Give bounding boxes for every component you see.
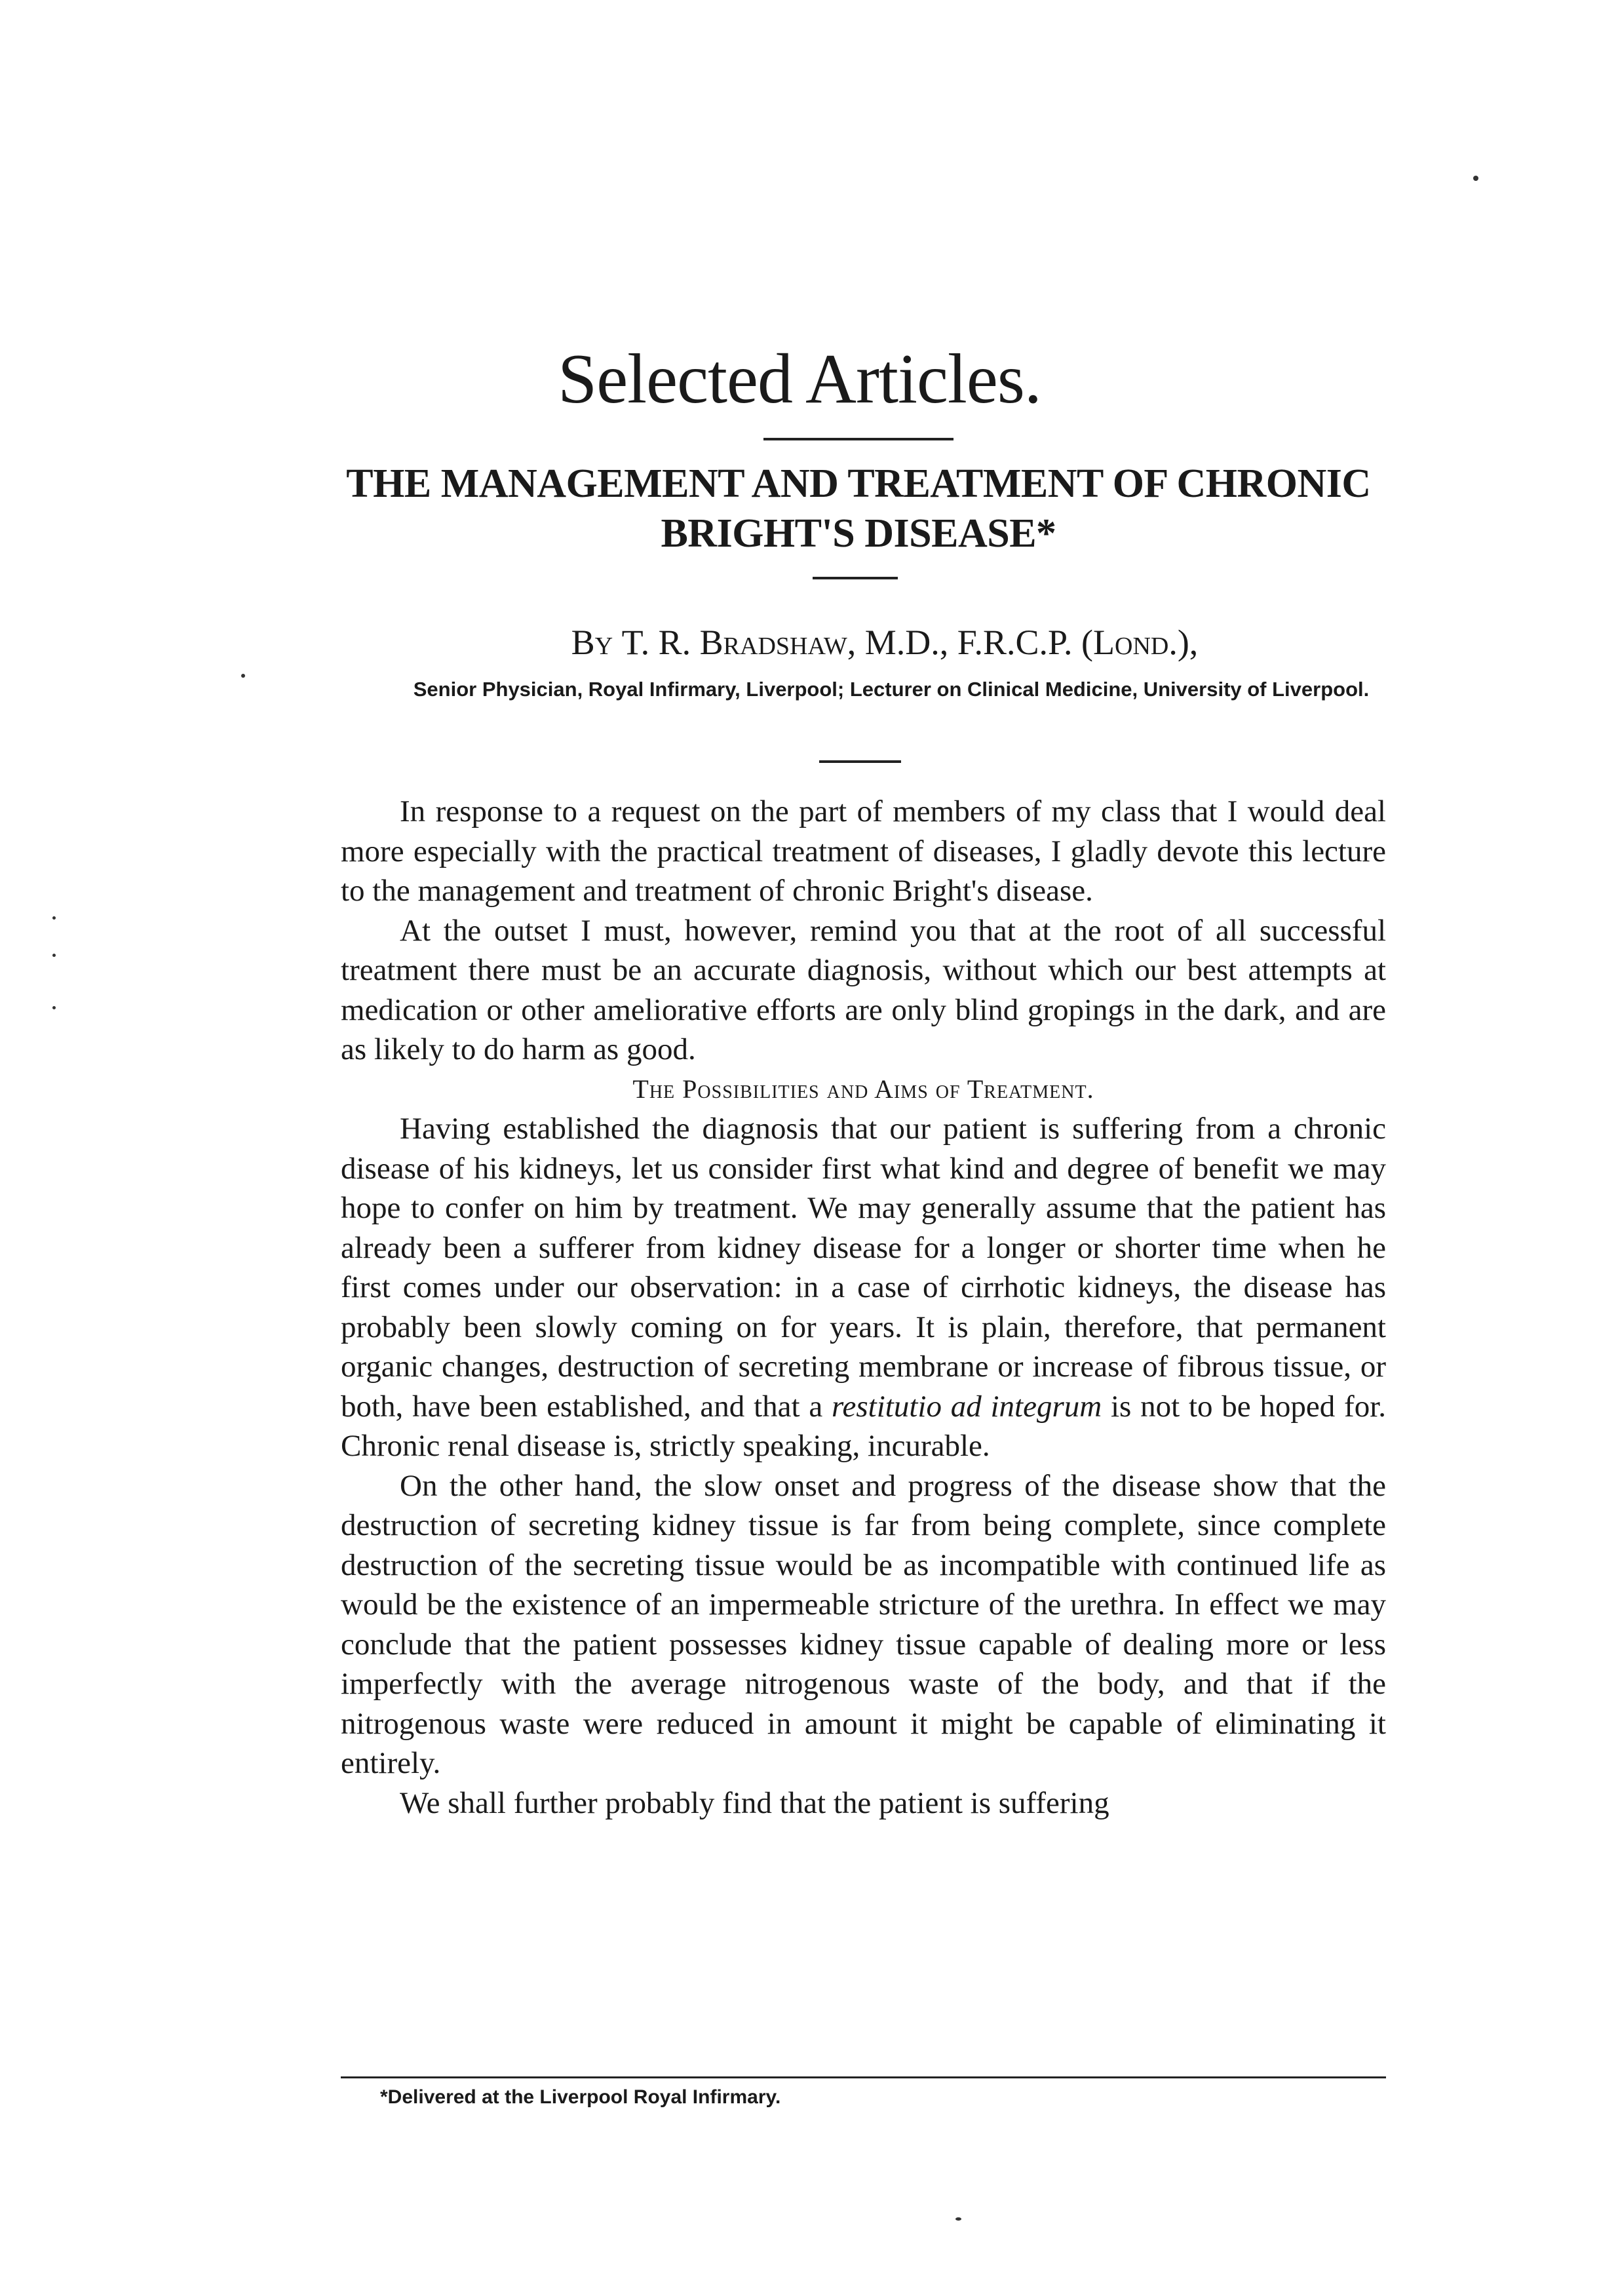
paragraph: We shall further probably find that the patient is suffering [400,1785,1109,1820]
paragraph: In response to a request on the part of members of my class that I would deal more especially with the practical treatment of diseases, I gladly devote this lecture to the management and treatment of chronic Bright's disease. [341,794,1386,908]
latin-phrase: restitutio ad integrum [831,1389,1102,1424]
byline-rule [819,760,901,763]
scan-speck [241,674,245,678]
paragraph-text: is not to be hoped for. Chronic renal disease is, strictly speaking, incurable. [341,1389,1387,1463]
title-rule-top [763,438,954,440]
byline-by: By [571,623,613,662]
article-title [315,459,1402,558]
article-title-line-1: THE MANAGEMENT AND TREATMENT OF CHRONIC [346,461,1371,506]
scan-speck [1473,176,1478,181]
title-rule-middle [813,577,898,579]
section-title: Selected Articles. [558,340,1041,418]
scan-speck [52,954,56,957]
footnote-rule [341,2076,1386,2078]
scan-speck [52,1006,56,1009]
scan-speck [955,2217,961,2221]
section-heading: The Possibilities and Aims of Treatment. [632,1074,1094,1104]
paragraph [341,1109,1386,1466]
byline [341,619,1429,665]
paragraph: On the other hand, the slow onset and progress of the disease show that the destruction of secreting kidney tissue is far from being complete, since complete destruction of the secreting tissue would be as incompatible with continued life as would be the existence of an impermeable stricture of the urethra. In effect we may conclude that the patient possesses kidney tissue capable of dealing more or less imperfectly with the average nitrogenous waste of the body, and that if the nitrogenous waste were reduced in amount it might be capable of eliminating it entirely. [341,1468,1386,1780]
paragraph-text: Having established the diagnosis that our patient is suffering from a chronic disease of his kidneys, let us consider first what kind and degree of benefit we may hope to confer on him by treatment. We may generally assume that the patient has already been a sufferer from kidney disease for a longer or shorter time when he first comes under our observation: in a case of cirrhotic kidneys, the disease has probably been slowly coming on for years. It is plain, therefore, that permanent organic changes, destruction of secreting membrane or increase of fibrous tissue, or both, have been established, and that a [341,1112,1386,1424]
byline-author: T. R. Bradshaw, M.D., F.R.C.P. (Lond.), [621,623,1199,662]
footnote: *Delivered at the Liverpool Royal Infirmary. [380,2086,781,2108]
article-title-line-2: BRIGHT'S DISEASE* [661,511,1056,556]
paragraph: At the outset I must, however, remind you that at the root of all successful treatment there must be an accurate diagnosis, without which our best attempts at medication or other ameliorative efforts are only blind gropings in the dark, and are as likely to do harm as good. [341,913,1386,1066]
author-affiliation: Senior Physician, Royal Infirmary, Liverpool; Lecturer on Clinical Medicine, University of Liverpool. [413,678,1370,701]
scan-speck [52,916,56,920]
article-body [341,792,1386,1823]
